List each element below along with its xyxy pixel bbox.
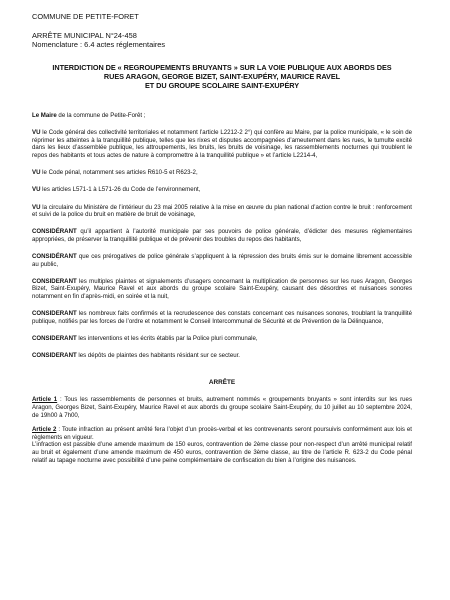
article-label: Article 1: [32, 396, 58, 404]
recital-paragraph: [32, 335, 412, 343]
recital-paragraph: [32, 228, 412, 243]
intro-paragraph: [32, 112, 412, 120]
recital-text: les nombreux faits confirmés et la recrudescence des constats concernant ces nuisances sonores, troublant la tranquillité publique, notifiés par les forces de l’ordre et notamment le Conseil Intercommunal de Sécurité et de Prévention de la Délinquance,: [32, 310, 412, 325]
arrete-heading: ARRÊTE: [208, 378, 236, 386]
recital-keyword: CONSIDERANT: [32, 277, 77, 285]
recital-paragraph: [32, 204, 412, 219]
article-paragraph: [32, 396, 412, 419]
recital-paragraph: [32, 278, 412, 301]
document-title: [32, 63, 412, 90]
recital-paragraph: [32, 253, 412, 268]
recital-text: le Code général des collectivité territoriales et notamment l’article L2212-2 2°) qui confère au Maire, par la police municipale, « le soin de réprimer les atteintes à la tranquillité publique, telles que les rixes et disputes accompagnées d’ameutement dans les rues, le tumulte excité dans les lieux d’assemblée publique, les attroupements, les bruits, les bruits de voisinage, les rassemblements nocturnes qui troublent le repos des habitants et tous actes de nature à compromettre à la tranquillité publique » et l’article L2214-4,: [32, 129, 412, 159]
recital-keyword: CONSIDÉRANT: [32, 228, 77, 236]
recital-paragraph: [32, 129, 412, 159]
recital-keyword: CONSIDÉRANT: [32, 253, 77, 261]
article-label: Article 2: [32, 426, 57, 434]
recital-text: les articles L571-1 à L571-26 du Code de l’environnement,: [40, 186, 201, 194]
title-line: INTERDICTION DE « REGROUPEMENTS BRUYANTS » SUR LA VOIE PUBLIQUE AUX ABORDS DES: [52, 63, 392, 72]
article-paragraph: [32, 426, 412, 441]
recital-text: les multiples plaintes et signalements d’usagers concernant la multiplication de personnes sur les rues Aragon, Georges Bizet, Saint-Exupéry, Maurice Ravel et aux abords du groupe scolaire Saint-Exupéry, causant des désordres et nuisances sonores notamment en fin d’après-midi, en soirée et la nuit,: [32, 277, 412, 301]
article-text: : Toute infraction au présent arrêté fera l’objet d’un procès-verbal et les contrevenants seront poursuivis conformément aux lois et règlements en vigueur.: [32, 426, 412, 441]
recital-text: qu’il appartient à l’autorité municipale par ses pouvoirs de police générale, d’édicter des mesures réglementaires appropriées, de préserver la tranquillité publique et de prévenir des troubles du repos des habitants,: [32, 228, 412, 243]
recital-text: les dépôts de plaintes des habitants résidant sur ce secteur.: [76, 352, 240, 360]
title-line: ET DU GROUPE SCOLAIRE SAINT-EXUPÉRY: [144, 81, 300, 90]
recital-keyword: VU: [32, 203, 41, 211]
title-line: RUES ARAGON, GEORGE BIZET, SAINT-EXUPÉRY, MAURICE RAVEL: [103, 72, 341, 81]
recital-text: les interventions et les écrits établis par la Police pluri communale,: [76, 335, 258, 343]
arrete-number: ARRÊTE MUNICIPAL N°24-458: [32, 31, 137, 40]
intro-text: de la commune de Petite-Forêt ;: [56, 112, 146, 119]
article-text: : Tous les rassemblements de personnes et bruits, autrement nommés « groupements bruyants » sont interdits sur les rues Aragon, Georges Bizet, Saint-Exupéry, Maurice Ravel et aux abords du groupe scolaire Saint-Exupéry, du 10 juillet au 10 septembre 2024, de 19h00 à 7h00,: [32, 396, 412, 419]
intro-bold: Le Maire: [32, 112, 57, 119]
recital-keyword: VU: [32, 169, 41, 177]
commune-name: COMMUNE DE PETITE-FORET: [32, 12, 139, 21]
article-continuation: L’infraction est passible d’une amende maximum de 150 euros, contravention de 2ème classe pour non-respect d’un arrêté municipal relatif au bruit et également d’une amende maximum de 450 euros, contravention de 3ème classe, au titre de l’article R. 623-2 du Code pénal relatif au tapage nocturne avec possibilité d’une peine complémentaire de confiscation du bien à l’origine des nuisances.: [32, 441, 412, 464]
recital-paragraph: [32, 169, 412, 177]
recital-paragraph: [32, 310, 412, 325]
document-body: [32, 112, 412, 464]
recital-text: la circulaire du Ministère de l’intérieur du 23 mai 2005 relative à la mise en œuvre du plan national d’action contre le bruit : renforcement et suivi de la police du bruit en matière de bruit de voisinage,: [32, 203, 412, 219]
recital-text: le Code pénal, notamment ses articles R610-5 et R623-2,: [40, 169, 198, 177]
recital-paragraph: [32, 352, 412, 360]
nomenclature: Nomenclature : 6.4 actes réglementaires: [32, 40, 166, 49]
recital-keyword: CONSIDERANT: [32, 335, 77, 343]
recital-text: que ces prérogatives de police générale s’appliquent à la répression des bruits émis sur le domaine librement accessible au public,: [32, 253, 412, 268]
recital-paragraph: [32, 186, 412, 194]
recital-keyword: VU: [32, 186, 41, 194]
recital-keyword: VU: [32, 129, 41, 137]
recital-keyword: CONSIDERANT: [32, 310, 77, 318]
recital-keyword: CONSIDERANT: [32, 352, 77, 360]
